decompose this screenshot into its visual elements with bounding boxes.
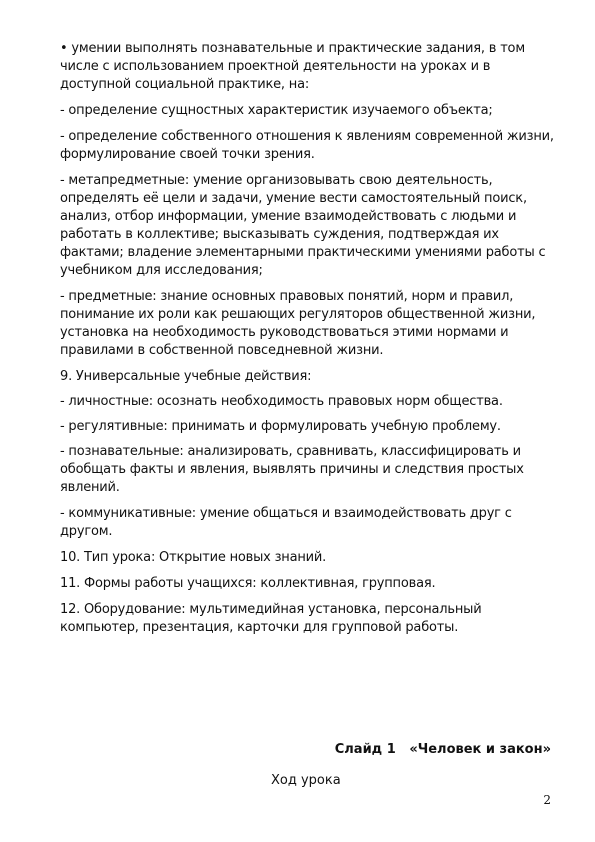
lesson-course-heading: Ход урока	[271, 773, 341, 788]
paragraph-metasubject: - метапредметные: умение организовывать свою деятельность, определять её цели и задачи, умение вести самостоятельный поиск, анализ, отбор информации, умение взаимодействовать с людьми и работать в коллективе; высказывать суждения, подтверждая их фактами; владение элементарными практическими умениями работы с учебником для исследования;	[60, 173, 546, 278]
paragraph-own-attitude: - определение собственного отношения к явлениям современной жизни, формулирование своей точки зрения.	[60, 129, 554, 162]
paragraph-equipment: 12. Оборудование: мультимедийная установка, персональный компьютер, презентация, карточки для групповой работы.	[60, 602, 482, 635]
paragraph-universal-actions: 9. Универсальные учебные действия:	[60, 369, 312, 384]
paragraph-lesson-type: 10. Тип урока: Открытие новых знаний.	[60, 550, 327, 565]
slide-heading: Слайд 1 «Человек и закон»	[334, 742, 551, 757]
document-body	[60, 40, 560, 645]
paragraph-tasks: • умении выполнять познавательные и практические задания, в том числе с использованием проектной деятельности на уроках и в доступной социальной практике, на:	[60, 41, 525, 92]
paragraph-object-characteristics: - определение сущностных характеристик изучаемого объекта;	[60, 103, 493, 118]
page-number: 2	[543, 793, 551, 807]
paragraph-communicative: - коммуникативные: умение общаться и взаимодействовать друг с другом.	[60, 506, 512, 539]
paragraph-regulative: - регулятивные: принимать и формулировать учебную проблему.	[60, 419, 501, 434]
paragraph-cognitive: - познавательные: анализировать, сравнивать, классифицировать и обобщать факты и явления, выявлять причины и следствия простых явлений.	[60, 444, 524, 495]
paragraph-personal: - личностные: осознать необходимость правовых норм общества.	[60, 394, 503, 409]
paragraph-subject: - предметные: знание основных правовых понятий, норм и правил, понимание их роли как решающих регуляторов общественной жизни, установка на необходимость руководствоваться этими нормами и правилами в собственной повседневной жизни.	[60, 289, 536, 358]
paragraph-work-forms: 11. Формы работы учащихся: коллективная, групповая.	[60, 576, 436, 591]
